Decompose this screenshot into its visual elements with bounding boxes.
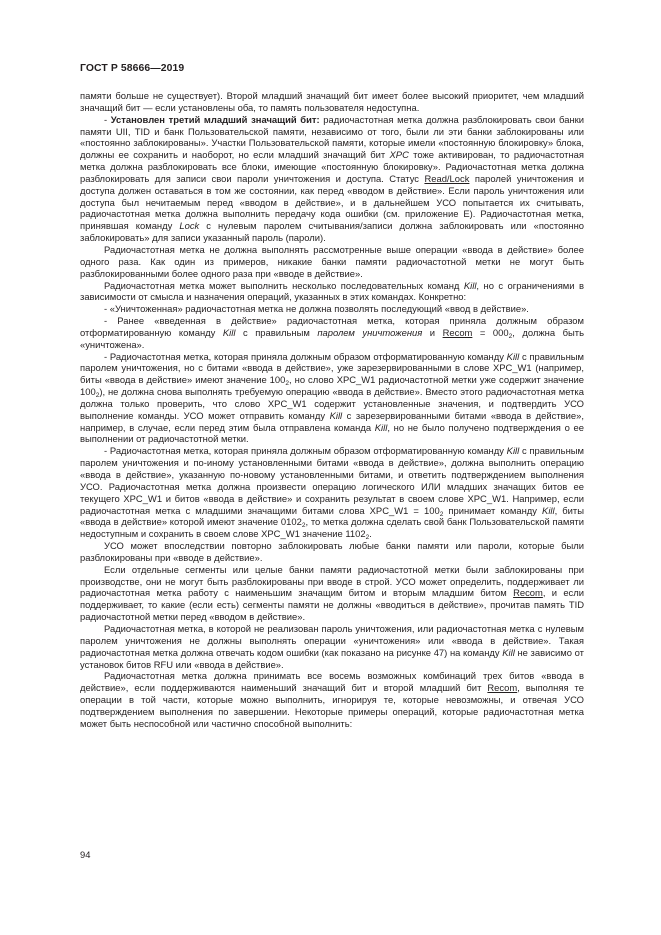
paragraph-12: Радиочастотная метка должна принимать все восемь возможных комбинаций трех битов «ввода в действие», если поддерживаются наименьший значащий бит и второй младший бит Recom, выполняя те операции в той части, которые можно выполнить, игнорируя те, которые невозможны, и отвечая УСО подтверждением выполнения по завершении. Некоторые примеры операций, которые радиочастотная метка может быть неспособной или частично способной выполнить:	[80, 670, 584, 729]
paragraph-3: Радиочастотная метка не должна выполнять рассмотренные выше операции «ввода в действие» более одного раза. Как один из примеров, никакие банки памяти радиочастотной метки не могут быть разблокированными более одного раза при «вводе в действие».	[80, 243, 584, 279]
standard-header: ГОСТ Р 58666—2019	[80, 63, 185, 74]
page-number: 94	[80, 849, 91, 860]
body-text	[80, 90, 584, 730]
bold-term: Установлен третий младший значащий бит:	[110, 113, 320, 125]
paragraph-5: - «Уничтоженная» радиочастотная метка не должна позволять последующий «ввод в действие».	[104, 303, 529, 315]
underlined-term: Read/Lock	[424, 172, 470, 184]
paragraph-11: Радиочастотная метка, в которой не реализован пароль уничтожения, или радиочастотная метка с нулевым паролем уничтожения не должны выполнять операции «уничтожения» или «ввода в действие». Такая радиочастотная метка должна отвечать кодом ошибки (как показано на рисунке 47) на команду Kill не зависимо от установок битов RFU или «ввода в действие».	[80, 622, 584, 670]
paragraph-2: - Установлен третий младший значащий бит: радиочастотная метка должна разблокировать свои банки памяти UII, TID и банк Пользовательской памяти, независимо от того, были ли эти банки заблокированы или «постоянно заблокированы». Участки Пользовательской памяти, которые имели «постоянную блокировку» блока, должны ее сохранить и наоборот, но если младший значащий бит XPC тоже активирован, то радиочастотная метка должна разблокировать все блоки, имеющие «постоянную блокировку». Радиочастотная метка должна разблокировать для записи свои пароли уничтожения и доступа. Статус Read/Lock паролей уничтожения и доступа должен оставаться в том же состоянии, как перед «вводом в действие». Если пароль уничтожения или доступа был нечитаемым перед «вводом в действие», и в дальнейшем УСО попытается их считывать, радиочастотная метка должна выполнить передачу кода ошибки (см. приложение Е). Радиочастотная метка, принявшая команду Lock с нулевым паролем считывания/записи должна заблокировать или «постоянно заблокировать» для записи указанный пароль (пароли).	[80, 113, 585, 244]
paragraph-10: Если отдельные сегменты или целые банки памяти радиочастотной метки были заблокированы при производстве, они не могут быть разблокированы при вводе в строй. УСО может определить, поддерживает ли радиочастотная метка работу с наименьшим значащим битом и вторым младшим битом Recom, и если поддерживает, то какие (если есть) сегменты памяти не должны «вводиться в действие», прочитав память TID радиочастотной метки перед «вводом в действие».	[80, 563, 584, 623]
paragraph-9: УСО может впоследствии повторно заблокировать любые банки памяти или пароли, которые были разблокированы при «вводе в действие».	[80, 540, 584, 563]
paragraph-6: - Ранее «введенная в действие» радиочастотная метка, которая приняла должным образом отформатированную команду Kill с правильным паролем уничтожения и Recom = $000_2$, должна быть «уничтожена».	[80, 315, 584, 350]
paragraph-4: Радиочастотная метка может выполнить несколько последовательных команд Kill, но с ограничениями в зависимости от смысла и назначения операций, указанных в этих командах. Конкретно:	[80, 279, 584, 303]
paragraph-8: - Радиочастотная метка, которая приняла должным образом отформатированную команду Kill с правильным паролем уничтожения и по-иному установленными битами «ввода в действие», должна выполнить операцию «ввода в действие», указанную по-новому установленными битами, и ответить подтверждением выполнения УСО. Радиочастотная метка должна произвести операцию логического ИЛИ младших значащих битов ее текущего XPC_W1 и битов «ввода в действие» и сохранить результат в своем слове XPC_W1. Например, если радиочастотная метка с младшими значащими битами слова XPC_W1 = $100_2$ принимает команду Kill, биты «ввода в действие» которой имеют значение $0102_2$, то метка должна сделать свой банк Пользовательской памяти недоступным и сохранить в своем слове XPC_W1 значение $1102_2$.	[80, 445, 584, 542]
paragraph-1: памяти больше не существует). Второй младший значащий бит имеет более высокий приоритет, чем младший значащий бит — если установлены оба, то память пользователя недоступна.	[80, 90, 584, 113]
paragraph-7: - Радиочастотная метка, которая приняла должным образом отформатированную команду Kill с правильным паролем уничтожения, но с битами «ввода в действие», уже зарезервированными в слове XPC_W1 (например, биты «ввода в действие» имеют значение $100_2$, но слово XPC_W1 радиочастотной метки уже содержит значение $100_2$), не должна снова выполнять требуемую операцию «ввода в действие». Вместо этого радиочастотная метка должна только проверить, что слово XPC_W1 содержит установленные значения, и подтвердить УСО выполнение команды. УСО может отправить команду Kill с зарезервированными битами «ввода в действие», например, в случае, если перед этим была отправлена команда Kill, но не было получено подтверждения о ее выполнении от радиочастотной метки.	[80, 350, 584, 445]
